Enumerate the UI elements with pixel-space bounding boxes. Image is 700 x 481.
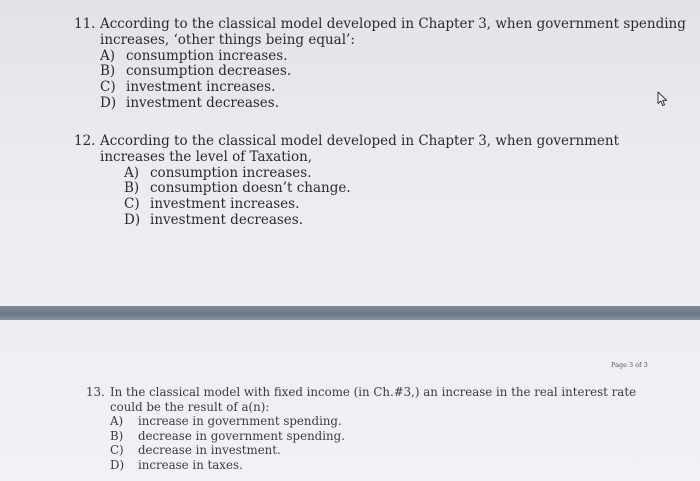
option-a[interactable] — [100, 49, 686, 65]
option-letter: C) — [110, 443, 124, 458]
option-text: consumption doesn’t change. — [150, 180, 351, 197]
option-letter: B) — [110, 428, 124, 443]
option-letter: D) — [110, 457, 125, 472]
option-c[interactable] — [100, 80, 686, 96]
option-d[interactable] — [124, 213, 619, 229]
option-letter: D) — [124, 211, 141, 228]
option-c[interactable] — [124, 197, 619, 213]
option-d[interactable] — [110, 458, 636, 473]
question-stem-line-1: 12. According to the classical model developed in Chapter 3, when government — [74, 133, 620, 149]
question-13 — [86, 385, 636, 473]
option-letter: C) — [100, 79, 116, 96]
option-letter: C) — [124, 196, 140, 213]
question-number: 13. — [86, 385, 105, 399]
option-text: increase in government spending. — [138, 414, 342, 429]
answer-options — [110, 414, 636, 472]
question-11 — [74, 17, 686, 112]
question-12 — [74, 134, 619, 229]
page-separator — [0, 306, 700, 320]
answer-options — [124, 166, 619, 229]
option-text: investment decreases. — [126, 94, 280, 111]
option-letter: B) — [100, 63, 116, 80]
option-letter: A) — [100, 47, 116, 64]
option-b[interactable] — [100, 64, 686, 80]
option-text: investment increases. — [126, 79, 276, 96]
mouse-pointer-icon — [657, 91, 669, 107]
option-letter: D) — [100, 94, 117, 111]
question-number: 11. — [74, 16, 96, 32]
option-text: consumption increases. — [126, 47, 288, 64]
answer-options — [100, 49, 686, 112]
question-stem-line-1: 11. According to the classical model developed in Chapter 3, when government spending — [74, 16, 686, 32]
option-text: investment increases. — [150, 196, 300, 213]
option-letter: A) — [110, 414, 124, 429]
question-stem-line-2: increases, ‘other things being equal’: — [100, 31, 355, 48]
question-stem-line-2: could be the result of a(n): — [110, 399, 270, 414]
option-letter: B) — [124, 180, 140, 197]
option-b[interactable] — [124, 181, 619, 197]
option-a[interactable] — [110, 414, 636, 429]
option-text: consumption decreases. — [126, 63, 292, 80]
option-d[interactable] — [100, 96, 686, 112]
option-a[interactable] — [124, 166, 619, 182]
option-text: decrease in investment. — [138, 443, 281, 458]
option-letter: A) — [124, 164, 140, 181]
option-b[interactable] — [110, 429, 636, 444]
page-number-label: Page 3 of 3 — [611, 361, 648, 369]
question-stem-line-1: 13. In the classical model with fixed income (in Ch.#3,) an increase in the real interest rate — [86, 385, 637, 399]
option-c[interactable] — [110, 443, 636, 458]
option-text: investment decreases. — [150, 211, 304, 228]
option-text: decrease in government spending. — [138, 428, 345, 443]
question-number: 12. — [74, 133, 96, 149]
question-stem-line-2: increases the level of Taxation, — [100, 148, 313, 165]
option-text: consumption increases. — [150, 164, 312, 181]
option-text: increase in taxes. — [138, 457, 243, 472]
